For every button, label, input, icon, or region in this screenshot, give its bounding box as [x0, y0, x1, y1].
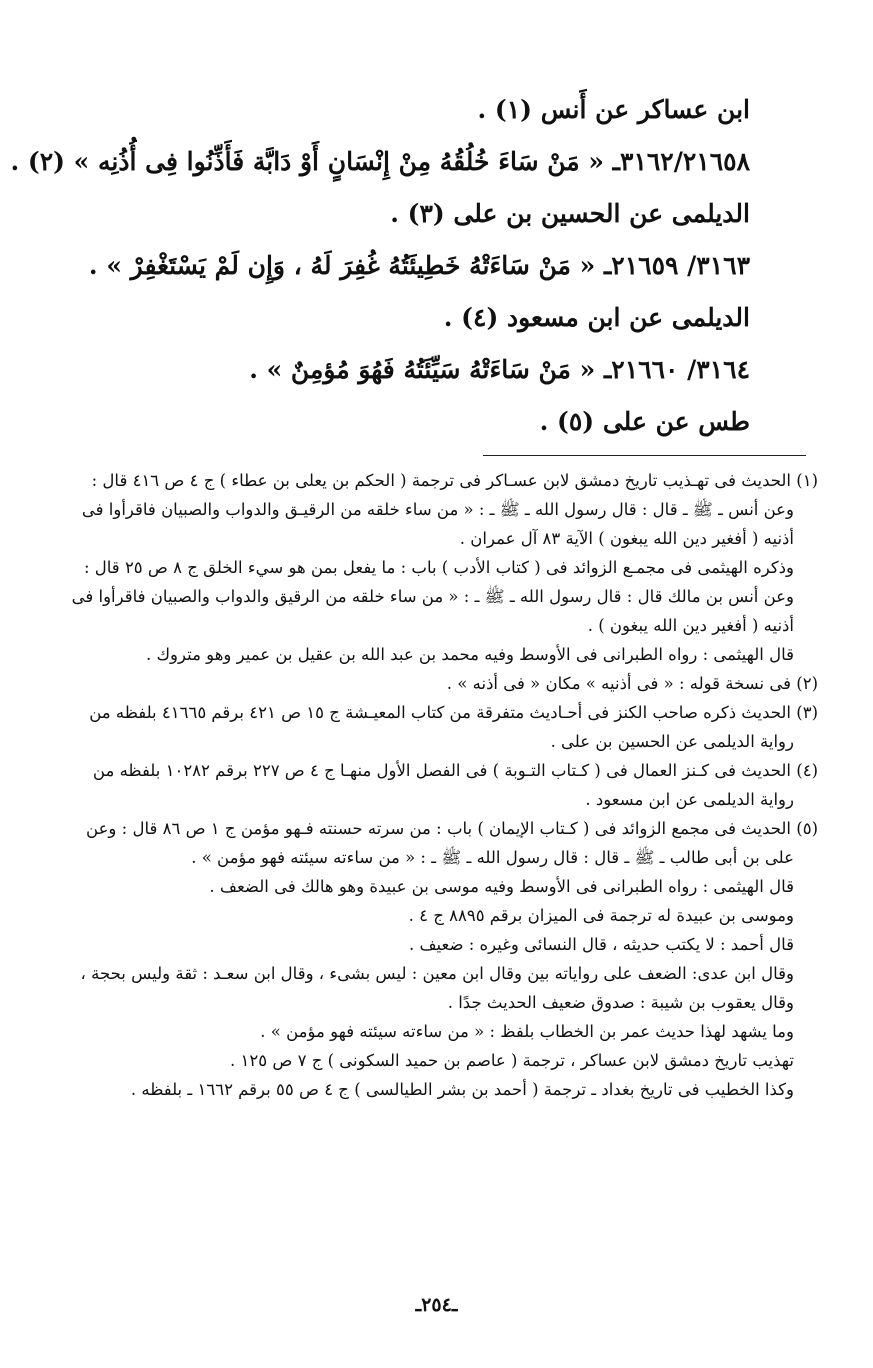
footnote-line: (١) الحديث فى تهـذيب تاريخ دمشق لابن عسـاكر فى ترجمة ( الحكم بن يعلى بن عطاء ) ج ٤ ص ٤١٦ قال : — [91, 471, 818, 490]
footnote-line: وعن أنس بن مالك قال : قال رسول الله ـ ﷺ ـ : « من ساء خلقه من الرقيق والدواب والصبيان فاقرأوا فى — [71, 587, 794, 606]
footnote-divider — [483, 455, 806, 456]
footnote-line: (٢) فى نسخة قوله : « فى أذنيه » مكان « فى أذنه » . — [446, 674, 818, 693]
footnote-line: (٣) الحديث ذكره صاحب الكنز فى أحـاديث متفرقة من كتاب المعيـشة ج ١٥ ص ٤٢١ برقم ٤١٦٦٥ بلفظه من — [89, 703, 818, 722]
footnote-line: تهذيب تاريخ دمشق لابن عساكر ، ترجمة ( عاصم بن حميد السكونى ) ج ٧ ص ١٢٥ . — [230, 1051, 794, 1070]
hadith-entry: ٣١٦٣/ ٢١٦٥٩ـ « مَنْ سَاءَتْهُ خَطِيئَتُهُ غُفِرَ لَهُ ، وَإِن لَمْ يَسْتَغْفِرْ » . — [88, 251, 750, 280]
main-text-block — [10, 84, 750, 448]
footnote-line: قال الهيثمى : رواه الطبرانى فى الأوسط وفيه محمد بن عبد الله بن عقيل بن عمير وهو متروك . — [145, 645, 794, 664]
footnote-line: رواية الديلمى عن الحسين بن على . — [550, 732, 794, 751]
footnote-line: وذكره الهيثمى فى مجمـع الزوائد فى ( كتاب الأدب ) باب : ما يفعل بمن هو سيء الخلق ج ٨ ص ٢٥ قال : — [83, 558, 794, 577]
footnote-line: قال الهيثمى : رواه الطبرانى فى الأوسط وفيه موسى بن عبيدة وهو هالك فى الضعف . — [209, 877, 794, 896]
footnote-line: وموسى بن عبيدة له ترجمة فى الميزان برقم ٨٨٩٥ ج ٤ . — [408, 906, 794, 925]
footnote-line: وما يشهد لهذا حديث عمر بن الخطاب بلفظ : « من ساءته سيئته فهو مؤمن » . — [260, 1022, 794, 1041]
main-text-line: طس عن على (٥) . — [539, 407, 750, 436]
footnote-line: وعن أنس ـ ﷺ ـ قال : قال رسول الله ـ ﷺ ـ : « من ساء خلقه من الرقيـق والدواب والصبيان فاقرأوا فى — [81, 500, 794, 519]
main-text-line: الديلمى عن ابن مسعود (٤) . — [443, 303, 750, 332]
main-text-line: ابن عساكر عن أَنس (١) . — [477, 95, 750, 124]
footnote-line: قال أحمد : لا يكتب حديثه ، قال النسائى وغيره : ضعيف . — [408, 935, 794, 954]
hadith-entry: ٣١٦٢/٢١٦٥٨ـ « مَنْ سَاءَ خُلُقُهُ مِنْ إِنْسَانٍ أَوْ دَابَّة فَأَذِّنُوا فِى أُذُنِه » (٢) . — [10, 147, 750, 176]
footnote-line: على بن أبى طالب ـ ﷺ ـ قال : قال رسول الله ـ ﷺ ـ : « من ساءته سيئته فهو مؤمن » . — [191, 848, 794, 867]
page-number: ـ٢٥٤ـ — [415, 1294, 458, 1316]
footnote-line: رواية الديلمى عن ابن مسعود . — [585, 790, 794, 809]
hadith-entry: ٣١٦٤/ ٢١٦٦٠ـ « مَنْ سَاءَتْهُ سَيِّئَتُهُ فَهُوَ مُؤمِنٌ » . — [249, 355, 750, 384]
footnote-line: وقال ابن عدى: الضعف على رواياته بين وقال ابن معين : ليس بشىء ، وقال ابن سعـد : ثقة وليس بحجة ، — [80, 964, 794, 983]
footnotes-block — [48, 466, 818, 1104]
footnote-line: وقال يعقوب بن شيبة : صدوق ضعيف الحديث جدًا . — [447, 993, 794, 1012]
footnote-line: وكذا الخطيب فى تاريخ بغداد ـ ترجمة ( أحمد بن بشر الطيالسى ) ج ٤ ص ٥٥ برقم ١٦٦٢ ـ بلفظه . — [130, 1080, 794, 1099]
main-text-line: الديلمى عن الحسين بن على (٣) . — [390, 199, 750, 228]
footnote-line: (٥) الحديث فى مجمع الزوائد فى ( كـتاب الإيمان ) باب : من سرته حسنته فـهو مؤمن ج ١ ص ٨٦ قال : وعن — [86, 819, 818, 838]
footnote-line: أذنيه ( أفغير دين الله يبغون ) الآية ٨٣ آل عمران . — [459, 529, 794, 548]
footnote-line: (٤) الحديث فى كـنز العمال فى ( كـتاب التـوبة ) فى الفصل الأول منهـا ج ٤ ص ٢٢٧ برقم ١٠٢٨٢ بلفظه من — [92, 761, 818, 780]
footnote-line: أذنيه ( أفغير دين الله يبغون ) . — [587, 616, 794, 635]
